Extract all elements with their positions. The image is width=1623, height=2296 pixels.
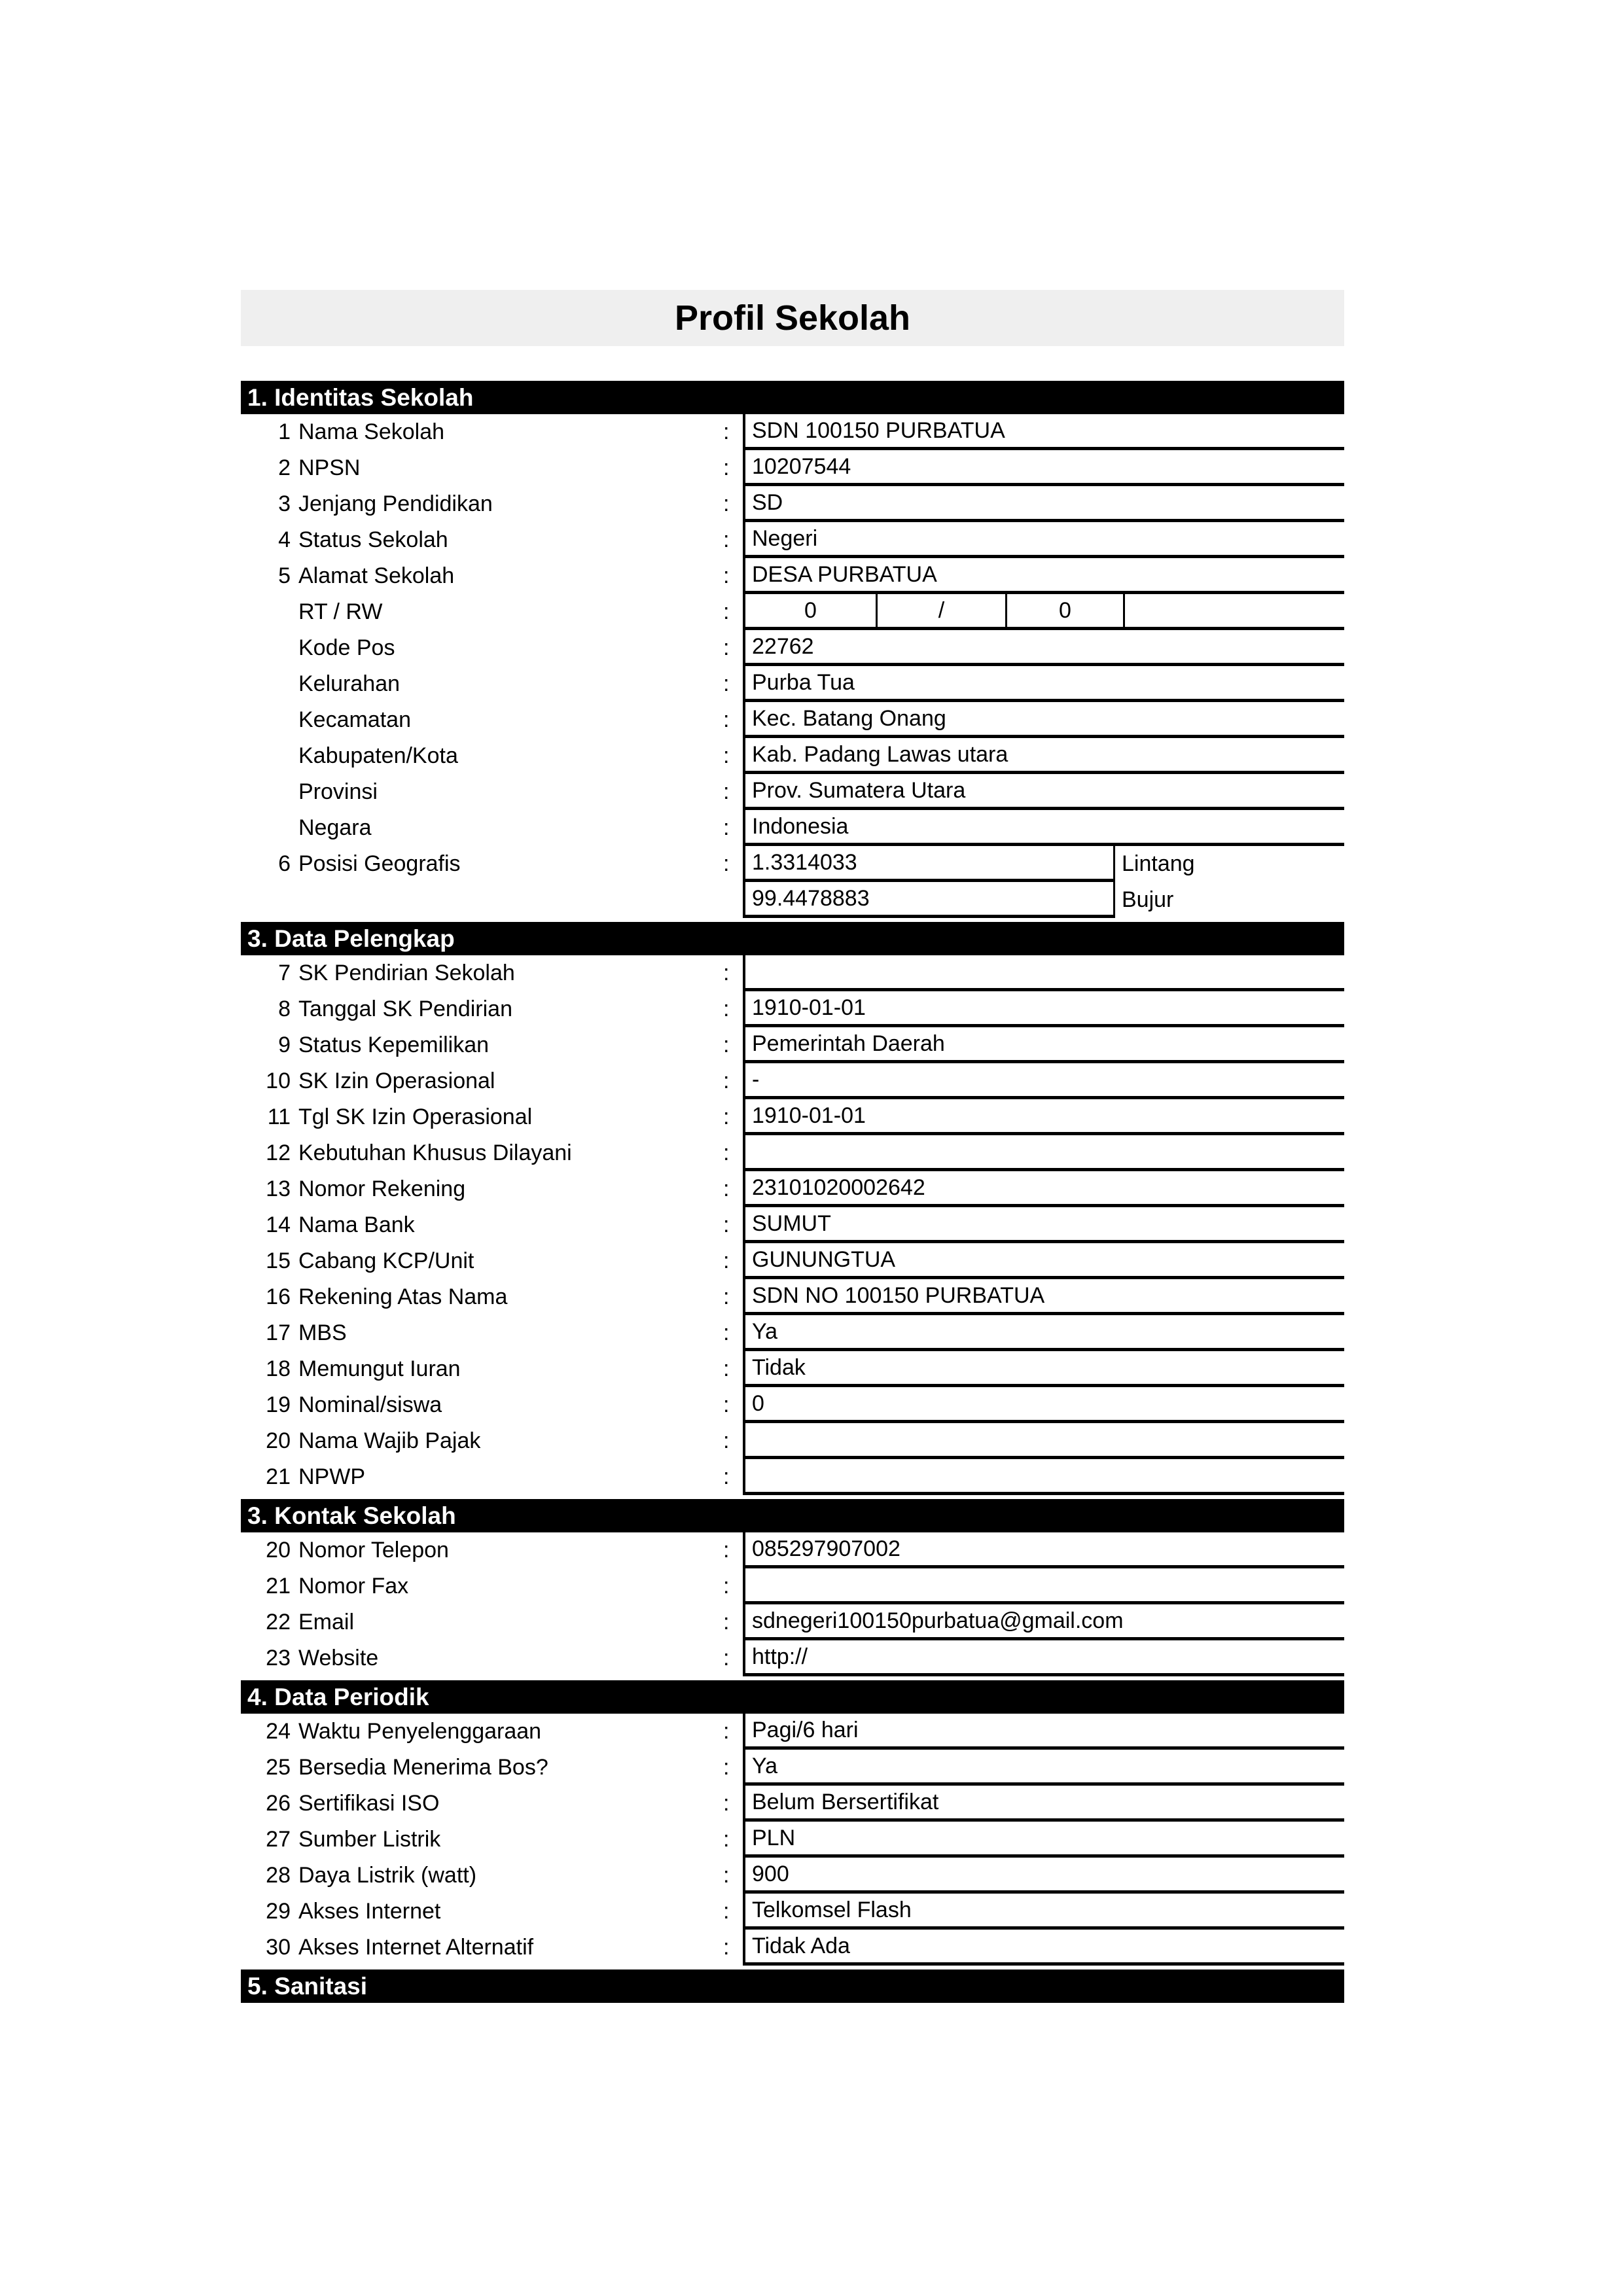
row-label-area [241, 810, 743, 846]
row-label-area [241, 1171, 743, 1207]
row-label-area [241, 414, 743, 450]
row-label: Kode Pos [298, 635, 395, 660]
table-row [241, 1604, 1344, 1640]
row-label: Website [298, 1646, 379, 1670]
document-content [241, 290, 1344, 2003]
value-cell: DESA PURBATUA [743, 558, 1344, 594]
row-label-area [241, 1099, 743, 1135]
row-colon: : [723, 1176, 730, 1201]
row-colon: : [723, 1827, 730, 1852]
row-colon: : [723, 1464, 730, 1489]
value-cell: http:// [743, 1640, 1344, 1676]
table-row [241, 882, 1344, 918]
row-number: 21 [266, 1574, 291, 1598]
table-row [241, 486, 1344, 522]
row-label-area [241, 1135, 743, 1171]
row-label: Nominal/siswa [298, 1392, 442, 1417]
row-number: 5 [278, 563, 291, 588]
value-cell [743, 1568, 1344, 1604]
row-number: 16 [266, 1284, 291, 1309]
row-colon: : [723, 1538, 730, 1563]
row-colon: : [723, 1719, 730, 1744]
table-row [241, 630, 1344, 666]
row-colon: : [723, 1140, 730, 1165]
row-label: Rekening Atas Nama [298, 1284, 508, 1309]
row-label: Tgl SK Izin Operasional [298, 1104, 533, 1129]
value-cell: Ya [743, 1315, 1344, 1351]
table-row [241, 1027, 1344, 1063]
row-colon: : [723, 815, 730, 840]
row-label: Kabupaten/Kota [298, 743, 458, 768]
row-label-area [241, 846, 743, 882]
value-cell [743, 1423, 1344, 1459]
row-colon: : [723, 1248, 730, 1273]
row-label-area [241, 630, 743, 666]
row-number: 20 [266, 1538, 291, 1563]
row-colon: : [723, 491, 730, 516]
table-row [241, 450, 1344, 486]
table-row [241, 1063, 1344, 1099]
value-cell: Purba Tua [743, 666, 1344, 702]
table-row [241, 702, 1344, 738]
value-cell: - [743, 1063, 1344, 1099]
row-colon: : [723, 961, 730, 985]
table-row [241, 955, 1344, 991]
table-row [241, 414, 1344, 450]
table-row [241, 522, 1344, 558]
row-label: Nomor Rekening [298, 1176, 466, 1201]
row-label: Kebutuhan Khusus Dilayani [298, 1140, 572, 1165]
table-row [241, 991, 1344, 1027]
table-row [241, 1568, 1344, 1604]
row-label-area [241, 1714, 743, 1750]
coordinate-value-cell: 99.4478883 [745, 882, 1113, 918]
table-row [241, 1858, 1344, 1894]
table-row [241, 1714, 1344, 1750]
rtrw-empty-cell [1123, 594, 1344, 630]
row-number: 11 [267, 1104, 291, 1129]
row-label-area [241, 1387, 743, 1423]
row-number: 24 [266, 1719, 291, 1744]
row-label-area [241, 450, 743, 486]
row-colon: : [723, 1392, 730, 1417]
value-cell: 0 [743, 1387, 1344, 1423]
row-label-area [241, 1459, 743, 1495]
row-label-area [241, 1351, 743, 1387]
row-label-area [241, 1207, 743, 1243]
row-number: 2 [278, 455, 291, 480]
table-row [241, 1930, 1344, 1966]
table-row [241, 1750, 1344, 1786]
table-row [241, 1459, 1344, 1495]
row-label: NPWP [298, 1464, 365, 1489]
value-cell: Indonesia [743, 810, 1344, 846]
row-number: 20 [266, 1428, 291, 1453]
row-colon: : [723, 779, 730, 804]
value-cell: SDN NO 100150 PURBATUA [743, 1279, 1344, 1315]
value-cell: 900 [743, 1858, 1344, 1894]
value-cell: 22762 [743, 630, 1344, 666]
table-row [241, 1207, 1344, 1243]
table-row [241, 1279, 1344, 1315]
table-row [241, 1786, 1344, 1822]
value-cell: Telkomsel Flash [743, 1894, 1344, 1930]
value-cell: GUNUNGTUA [743, 1243, 1344, 1279]
row-colon: : [723, 455, 730, 480]
section-header [241, 381, 1344, 414]
table-row [241, 1171, 1344, 1207]
row-label: Sertifikasi ISO [298, 1791, 440, 1816]
row-number: 26 [266, 1791, 291, 1816]
row-colon: : [723, 851, 730, 876]
value-cell: 10207544 [743, 450, 1344, 486]
row-label: RT / RW [298, 599, 383, 624]
row-colon: : [723, 1356, 730, 1381]
row-colon: : [723, 1033, 730, 1057]
row-label: NPSN [298, 455, 361, 480]
row-label-area [241, 1027, 743, 1063]
section-header-label: 3. Data Pelengkap [247, 925, 455, 952]
table-row [241, 1243, 1344, 1279]
row-label-area [241, 1243, 743, 1279]
table-row [241, 1315, 1344, 1351]
coordinate-side-label: Bujur [1113, 882, 1344, 918]
row-label: Nomor Telepon [298, 1538, 449, 1563]
row-number: 13 [266, 1176, 291, 1201]
value-cell: Prov. Sumatera Utara [743, 774, 1344, 810]
row-label-area [241, 1532, 743, 1568]
table-row [241, 1387, 1344, 1423]
row-label-area [241, 1786, 743, 1822]
row-label-area [241, 882, 743, 918]
row-label-area [241, 1423, 743, 1459]
row-label: Email [298, 1610, 355, 1634]
value-cell: Negeri [743, 522, 1344, 558]
row-colon: : [723, 1755, 730, 1780]
row-colon: : [723, 1574, 730, 1598]
row-colon: : [723, 1428, 730, 1453]
table-row [241, 1135, 1344, 1171]
row-label-area [241, 594, 743, 630]
row-colon: : [723, 1212, 730, 1237]
row-colon: : [723, 1320, 730, 1345]
value-cell: PLN [743, 1822, 1344, 1858]
coordinate-side-label: Lintang [1113, 846, 1344, 882]
row-number: 18 [266, 1356, 291, 1381]
row-label: Nomor Fax [298, 1574, 409, 1598]
row-number: 8 [278, 997, 291, 1021]
row-label: Posisi Geografis [298, 851, 461, 876]
section-header [241, 1969, 1344, 2003]
row-colon: : [723, 419, 730, 444]
rt-value-cell: 0 [745, 594, 876, 630]
row-colon: : [723, 1104, 730, 1129]
row-label-area [241, 1279, 743, 1315]
row-label: Nama Wajib Pajak [298, 1428, 481, 1453]
table-row [241, 1099, 1344, 1135]
row-label: SK Pendirian Sekolah [298, 961, 515, 985]
row-label: Kecamatan [298, 707, 411, 732]
section-header [241, 1680, 1344, 1714]
row-label-area [241, 1604, 743, 1640]
rtrw-separator-cell: / [876, 594, 1005, 630]
row-number: 25 [266, 1755, 291, 1780]
document-title-bar [241, 290, 1344, 346]
row-label: Alamat Sekolah [298, 563, 455, 588]
row-number: 4 [278, 527, 291, 552]
row-number: 6 [278, 851, 291, 876]
value-cell: SDN 100150 PURBATUA [743, 414, 1344, 450]
table-row [241, 1532, 1344, 1568]
rw-value-cell: 0 [1005, 594, 1123, 630]
row-number: 17 [266, 1320, 291, 1345]
section-header [241, 922, 1344, 955]
row-label: Cabang KCP/Unit [298, 1248, 474, 1273]
section-header-label: 4. Data Periodik [247, 1683, 429, 1710]
row-label: Tanggal SK Pendirian [298, 997, 513, 1021]
row-label: Status Kepemilikan [298, 1033, 490, 1057]
row-number: 28 [266, 1863, 291, 1888]
row-label: Akses Internet [298, 1899, 441, 1924]
value-cell: SD [743, 486, 1344, 522]
row-colon: : [723, 527, 730, 552]
value-cell: 1910-01-01 [743, 991, 1344, 1027]
rtrw-cells [745, 594, 1344, 630]
row-label: Kelurahan [298, 671, 401, 696]
row-number: 27 [266, 1827, 291, 1852]
row-number: 22 [266, 1610, 291, 1634]
row-label: Negara [298, 815, 372, 840]
table-row [241, 1894, 1344, 1930]
value-cell [743, 1135, 1344, 1171]
section-header [241, 1499, 1344, 1532]
row-label-area [241, 1315, 743, 1351]
table-row [241, 558, 1344, 594]
row-colon: : [723, 671, 730, 696]
value-cell: sdnegeri100150purbatua@gmail.com [743, 1604, 1344, 1640]
value-cell: Kab. Padang Lawas utara [743, 738, 1344, 774]
row-label-area [241, 1063, 743, 1099]
row-label: Sumber Listrik [298, 1827, 441, 1852]
value-cell: 23101020002642 [743, 1171, 1344, 1207]
section-header-label: 5. Sanitasi [247, 1972, 368, 2000]
value-cell: Ya [743, 1750, 1344, 1786]
table-row [241, 1640, 1344, 1676]
value-cell [743, 955, 1344, 991]
row-colon: : [723, 1863, 730, 1888]
value-cell: Belum Bersertifikat [743, 1786, 1344, 1822]
row-label: Akses Internet Alternatif [298, 1935, 534, 1960]
table-row [241, 594, 1344, 630]
row-label-area [241, 1568, 743, 1604]
row-colon: : [723, 635, 730, 660]
row-number: 10 [266, 1069, 291, 1093]
value-cell: Pagi/6 hari [743, 1714, 1344, 1750]
value-cell-group [743, 846, 1344, 882]
table-row [241, 1822, 1344, 1858]
row-colon: : [723, 707, 730, 732]
row-colon: : [723, 1069, 730, 1093]
coordinate-value-cell: 1.3314033 [745, 846, 1113, 882]
value-cell: 1910-01-01 [743, 1099, 1344, 1135]
value-cell: 085297907002 [743, 1532, 1344, 1568]
row-label-area [241, 738, 743, 774]
row-colon: : [723, 1646, 730, 1670]
row-number: 29 [266, 1899, 291, 1924]
row-label: Jenjang Pendidikan [298, 491, 493, 516]
page-title: Profil Sekolah [674, 298, 911, 338]
row-number: 3 [278, 491, 291, 516]
section-header-label: 1. Identitas Sekolah [247, 383, 474, 411]
row-colon: : [723, 743, 730, 768]
value-cell-group [743, 594, 1344, 630]
row-label-area [241, 1894, 743, 1930]
value-cell [743, 1459, 1344, 1495]
row-label-area [241, 486, 743, 522]
row-label-area [241, 1930, 743, 1966]
value-cell-group [743, 882, 1344, 918]
row-label: Status Sekolah [298, 527, 448, 552]
table-row [241, 774, 1344, 810]
row-number: 19 [266, 1392, 291, 1417]
section-header-label: 3. Kontak Sekolah [247, 1502, 456, 1529]
row-label: SK Izin Operasional [298, 1069, 495, 1093]
table-row [241, 1351, 1344, 1387]
table-row [241, 738, 1344, 774]
value-cell: Pemerintah Daerah [743, 1027, 1344, 1063]
row-label-area [241, 522, 743, 558]
row-number: 9 [278, 1033, 291, 1057]
row-label: Daya Listrik (watt) [298, 1863, 477, 1888]
table-row [241, 666, 1344, 702]
row-label-area [241, 1750, 743, 1786]
row-number: 1 [278, 419, 291, 444]
value-cell: Tidak Ada [743, 1930, 1344, 1966]
row-label-area [241, 991, 743, 1027]
row-label: Provinsi [298, 779, 378, 804]
row-number: 21 [266, 1464, 291, 1489]
row-label: Waktu Penyelenggaraan [298, 1719, 542, 1744]
table-row [241, 1423, 1344, 1459]
value-cell: Kec. Batang Onang [743, 702, 1344, 738]
row-label-area [241, 955, 743, 991]
row-label: Nama Sekolah [298, 419, 445, 444]
row-colon: : [723, 1791, 730, 1816]
row-colon: : [723, 1935, 730, 1960]
row-label: Nama Bank [298, 1212, 415, 1237]
row-number: 12 [266, 1140, 291, 1165]
table-row [241, 810, 1344, 846]
table-row [241, 846, 1344, 882]
sections-container [241, 381, 1344, 2003]
row-label-area [241, 666, 743, 702]
row-colon: : [723, 1899, 730, 1924]
row-number: 14 [266, 1212, 291, 1237]
title-spacer [241, 346, 1344, 381]
row-label: Memungut Iuran [298, 1356, 461, 1381]
row-number: 15 [266, 1248, 291, 1273]
row-colon: : [723, 563, 730, 588]
row-label: Bersedia Menerima Bos? [298, 1755, 548, 1780]
value-cell: Tidak [743, 1351, 1344, 1387]
row-label-area [241, 1858, 743, 1894]
row-colon: : [723, 599, 730, 624]
row-label-area [241, 702, 743, 738]
row-number: 30 [266, 1935, 291, 1960]
row-number: 23 [266, 1646, 291, 1670]
row-label-area [241, 774, 743, 810]
value-cell: SUMUT [743, 1207, 1344, 1243]
row-label-area [241, 1640, 743, 1676]
row-colon: : [723, 1610, 730, 1634]
row-number: 7 [278, 961, 291, 985]
row-colon: : [723, 997, 730, 1021]
row-label-area [241, 558, 743, 594]
row-colon: : [723, 1284, 730, 1309]
row-label-area [241, 1822, 743, 1858]
row-label: MBS [298, 1320, 347, 1345]
